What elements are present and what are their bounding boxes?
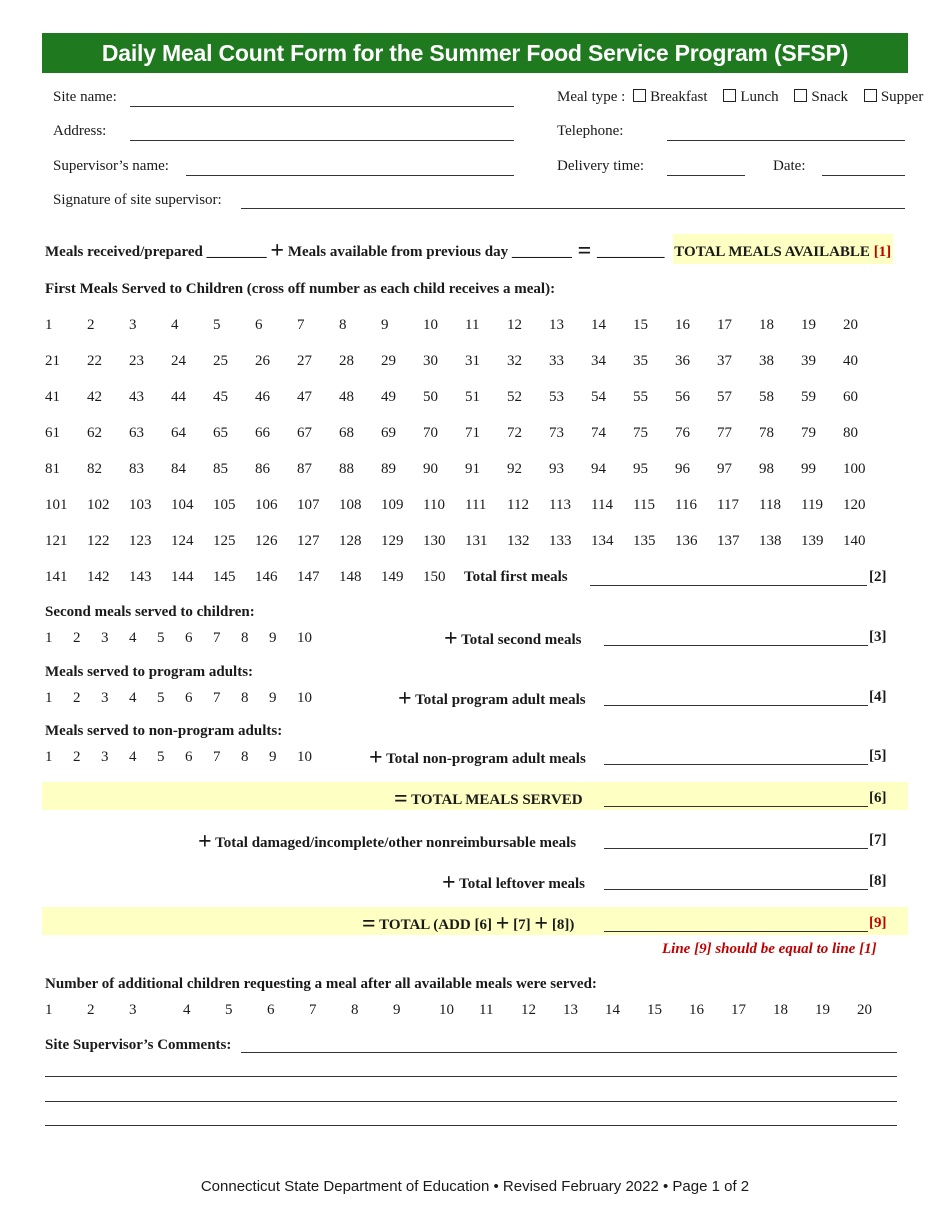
ref-8: [8] (869, 873, 887, 889)
meal-number[interactable]: 31 (465, 353, 480, 369)
total-program-adult-group (398, 686, 586, 713)
form-title: Daily Meal Count Form for the Summer Food Service Program (SFSP) (42, 33, 908, 73)
meal-number[interactable]: 62 (87, 425, 102, 441)
meal-type-label: Meal type : (557, 89, 626, 105)
meal-number[interactable]: 105 (213, 497, 236, 513)
total-served-label: TOTAL MEALS SERVED (411, 792, 583, 808)
meal-number[interactable]: 10 (297, 690, 312, 706)
meal-number[interactable]: 26 (255, 353, 270, 369)
damaged-field[interactable] (604, 848, 868, 849)
additional-child-number[interactable]: 4 (183, 1002, 191, 1018)
meal-number[interactable]: 8 (241, 690, 249, 706)
grand-total-suffix: [8]) (551, 917, 575, 933)
first-meals-heading: First Meals Served to Children (cross off number as each child receives a meal): (45, 281, 556, 297)
meal-number[interactable]: 21 (45, 353, 60, 369)
meal-number[interactable]: 109 (381, 497, 404, 513)
meal-number[interactable]: 9 (269, 749, 277, 765)
meal-number[interactable]: 44 (171, 389, 186, 405)
meal-number[interactable]: 134 (591, 533, 614, 549)
signature-field[interactable] (241, 208, 905, 209)
meal-number[interactable]: 104 (171, 497, 194, 513)
additional-child-number[interactable]: 7 (309, 1002, 317, 1018)
meal-number[interactable]: 143 (129, 569, 152, 585)
meal-number[interactable]: 40 (843, 353, 858, 369)
meal-number[interactable]: 135 (633, 533, 656, 549)
meal-number[interactable]: 7 (213, 749, 221, 765)
additional-child-number[interactable]: 1 (45, 1002, 53, 1018)
meal-number[interactable]: 8 (241, 630, 249, 646)
equals-sign: = (577, 238, 592, 264)
meal-number[interactable]: 64 (171, 425, 186, 441)
meal-number[interactable]: 81 (45, 461, 60, 477)
meal-number[interactable]: 48 (339, 389, 354, 405)
meal-number[interactable]: 12 (507, 317, 522, 333)
meal-number[interactable]: 83 (129, 461, 144, 477)
meal-number[interactable]: 117 (717, 497, 739, 513)
meal-number[interactable]: 6 (185, 749, 193, 765)
ref-4: [4] (869, 689, 887, 705)
meal-number[interactable]: 11 (465, 317, 480, 333)
plus-sign: + (442, 870, 456, 896)
meal-number[interactable]: 61 (45, 425, 60, 441)
leftover-group (442, 870, 585, 897)
meal-number[interactable]: 139 (801, 533, 824, 549)
meal-number[interactable]: 57 (717, 389, 732, 405)
meal-number[interactable]: 142 (87, 569, 110, 585)
meal-number[interactable]: 6 (185, 630, 193, 646)
meal-number[interactable]: 90 (423, 461, 438, 477)
additional-child-number[interactable]: 8 (351, 1002, 359, 1018)
meal-number[interactable]: 17 (717, 317, 732, 333)
additional-child-number[interactable]: 11 (479, 1002, 494, 1018)
additional-child-number[interactable]: 12 (521, 1002, 536, 1018)
meal-number[interactable]: 71 (465, 425, 480, 441)
meal-number[interactable]: 1 (45, 630, 53, 646)
grand-total-group (362, 911, 574, 938)
meal-number[interactable]: 69 (381, 425, 396, 441)
total-available-label: TOTAL MEALS AVAILABLE (674, 244, 870, 260)
meal-number[interactable]: 75 (633, 425, 648, 441)
meal-number[interactable]: 146 (255, 569, 278, 585)
total-nonprogram-adult-group (369, 745, 586, 772)
grand-total-field[interactable] (604, 931, 868, 932)
meal-number[interactable]: 59 (801, 389, 816, 405)
meal-number[interactable]: 5 (213, 317, 221, 333)
meal-number[interactable]: 50 (423, 389, 438, 405)
meal-number[interactable]: 80 (843, 425, 858, 441)
damaged-group (198, 829, 576, 856)
meal-number[interactable]: 51 (465, 389, 480, 405)
ref-2: [2] (869, 569, 887, 585)
meal-number[interactable]: 2 (73, 690, 81, 706)
meal-number[interactable]: 137 (717, 533, 740, 549)
meal-number[interactable]: 47 (297, 389, 312, 405)
meal-number[interactable]: 23 (129, 353, 144, 369)
telephone-field[interactable] (667, 140, 905, 141)
meal-number[interactable]: 45 (213, 389, 228, 405)
meal-number[interactable]: 138 (759, 533, 782, 549)
meal-number[interactable]: 132 (507, 533, 530, 549)
damaged-label: Total damaged/incomplete/other nonreimbursable meals (215, 835, 577, 851)
additional-child-number[interactable]: 2 (87, 1002, 95, 1018)
meal-number[interactable]: 77 (717, 425, 732, 441)
additional-child-number[interactable]: 6 (267, 1002, 275, 1018)
meal-number[interactable]: 3 (101, 749, 109, 765)
meal-number[interactable]: 28 (339, 353, 354, 369)
meal-number[interactable]: 4 (171, 317, 179, 333)
meal-number[interactable]: 25 (213, 353, 228, 369)
meal-number[interactable]: 79 (801, 425, 816, 441)
total-second-meals-label: Total second meals (461, 632, 582, 648)
meal-number[interactable]: 129 (381, 533, 404, 549)
leftover-field[interactable] (604, 889, 868, 890)
meal-number[interactable]: 72 (507, 425, 522, 441)
meal-number[interactable]: 63 (129, 425, 144, 441)
meal-number[interactable]: 89 (381, 461, 396, 477)
meal-number[interactable]: 2 (73, 749, 81, 765)
meal-number[interactable]: 106 (255, 497, 278, 513)
additional-child-number[interactable]: 10 (439, 1002, 454, 1018)
meal-number[interactable]: 107 (297, 497, 320, 513)
meal-number[interactable]: 14 (591, 317, 606, 333)
meal-number[interactable]: 67 (297, 425, 312, 441)
meal-number[interactable]: 131 (465, 533, 488, 549)
meal-number[interactable]: 39 (801, 353, 816, 369)
ref-6: [6] (869, 790, 887, 806)
equals-sign: = (394, 786, 408, 812)
program-adults-heading: Meals served to program adults: (45, 664, 254, 680)
meal-number[interactable]: 22 (87, 353, 102, 369)
additional-child-number[interactable]: 5 (225, 1002, 233, 1018)
meal-number[interactable]: 4 (129, 749, 137, 765)
meal-number[interactable]: 147 (297, 569, 320, 585)
meal-number[interactable]: 60 (843, 389, 858, 405)
meal-number[interactable]: 97 (717, 461, 732, 477)
meal-number[interactable]: 121 (45, 533, 68, 549)
plus-sign: + (369, 745, 383, 771)
meal-number[interactable]: 118 (759, 497, 781, 513)
meal-number[interactable]: 113 (549, 497, 571, 513)
meal-number[interactable]: 145 (213, 569, 236, 585)
meal-number[interactable]: 58 (759, 389, 774, 405)
comments-line-4[interactable] (45, 1125, 897, 1126)
meal-number[interactable]: 18 (759, 317, 774, 333)
meal-number[interactable]: 7 (297, 317, 305, 333)
meal-number[interactable]: 86 (255, 461, 270, 477)
meal-number[interactable]: 93 (549, 461, 564, 477)
meal-number[interactable]: 141 (45, 569, 68, 585)
meal-number[interactable]: 124 (171, 533, 194, 549)
meal-number[interactable]: 38 (759, 353, 774, 369)
meal-type-group (557, 89, 923, 106)
meal-number[interactable]: 149 (381, 569, 404, 585)
meal-number[interactable]: 74 (591, 425, 606, 441)
available-prev-label: Meals available from previous day ________ (287, 244, 572, 260)
ref-1: [1] (873, 244, 892, 260)
meal-number[interactable]: 92 (507, 461, 522, 477)
meal-number[interactable]: 5 (157, 690, 165, 706)
meal-number[interactable]: 10 (297, 630, 312, 646)
total-served-group (394, 786, 583, 813)
supervisor-name-label: Supervisor’s name: (53, 158, 169, 174)
meals-received-label: Meals received/prepared ________ (45, 244, 267, 260)
meal-number[interactable]: 99 (801, 461, 816, 477)
meal-number[interactable]: 95 (633, 461, 648, 477)
meal-number[interactable]: 148 (339, 569, 362, 585)
meal-number[interactable]: 9 (269, 690, 277, 706)
meal-number[interactable]: 10 (423, 317, 438, 333)
ref-3: [3] (869, 629, 887, 645)
meal-number[interactable]: 5 (157, 749, 165, 765)
meal-number[interactable]: 144 (171, 569, 194, 585)
meal-number[interactable]: 42 (87, 389, 102, 405)
meal-number[interactable]: 46 (255, 389, 270, 405)
plus-sign: + (198, 829, 212, 855)
meal-number[interactable]: 73 (549, 425, 564, 441)
balance-note: Line [9] should be equal to line [1] (662, 941, 877, 957)
meal-number[interactable]: 49 (381, 389, 396, 405)
meal-number[interactable]: 120 (843, 497, 866, 513)
plus-sign: + (398, 686, 412, 712)
meal-number[interactable]: 65 (213, 425, 228, 441)
meal-number[interactable]: 88 (339, 461, 354, 477)
meal-number[interactable]: 108 (339, 497, 362, 513)
ref-5: [5] (869, 748, 887, 764)
snack-label: Snack (811, 89, 849, 105)
meal-number[interactable]: 5 (157, 630, 165, 646)
breakfast-label: Breakfast (650, 89, 708, 105)
meal-number[interactable]: 4 (129, 630, 137, 646)
address-field[interactable] (130, 140, 514, 141)
meal-number[interactable]: 55 (633, 389, 648, 405)
meal-number[interactable]: 100 (843, 461, 866, 477)
meal-number[interactable]: 110 (423, 497, 445, 513)
meal-number[interactable]: 6 (255, 317, 263, 333)
meal-number[interactable]: 33 (549, 353, 564, 369)
meal-number[interactable]: 36 (675, 353, 690, 369)
meal-number[interactable]: 102 (87, 497, 110, 513)
meal-number[interactable]: 24 (171, 353, 186, 369)
telephone-label: Telephone: (557, 123, 624, 139)
meal-number[interactable]: 133 (549, 533, 572, 549)
address-label: Address: (53, 123, 107, 139)
additional-child-number[interactable]: 19 (815, 1002, 830, 1018)
signature-label: Signature of site supervisor: (53, 192, 222, 208)
total-program-adult-label: Total program adult meals (415, 692, 586, 708)
meal-number[interactable]: 123 (129, 533, 152, 549)
meal-number[interactable]: 27 (297, 353, 312, 369)
meal-number[interactable]: 66 (255, 425, 270, 441)
meal-number[interactable]: 96 (675, 461, 690, 477)
meal-number[interactable]: 1 (45, 749, 53, 765)
total-nonprogram-adult-label: Total non-program adult meals (386, 751, 586, 767)
additional-child-number[interactable]: 18 (773, 1002, 788, 1018)
meal-number[interactable]: 7 (213, 690, 221, 706)
meal-number[interactable]: 130 (423, 533, 446, 549)
meal-number[interactable]: 16 (675, 317, 690, 333)
plus-sign: + (444, 626, 458, 652)
meal-number[interactable]: 91 (465, 461, 480, 477)
equals-sign: = (362, 911, 376, 937)
meal-number[interactable]: 3 (129, 317, 137, 333)
meal-number[interactable]: 122 (87, 533, 110, 549)
date-field[interactable] (822, 175, 905, 176)
meal-number[interactable]: 13 (549, 317, 564, 333)
meal-number[interactable]: 84 (171, 461, 186, 477)
meal-number[interactable]: 15 (633, 317, 648, 333)
lunch-checkbox[interactable] (723, 89, 736, 102)
ref-7: [7] (869, 832, 887, 848)
second-meals-heading: Second meals served to children: (45, 604, 255, 620)
meal-number[interactable]: 3 (101, 690, 109, 706)
meals-available-line (45, 238, 891, 265)
meal-number[interactable]: 94 (591, 461, 606, 477)
additional-child-number[interactable]: 14 (605, 1002, 620, 1018)
meal-number[interactable]: 56 (675, 389, 690, 405)
comments-line-2[interactable] (45, 1076, 897, 1077)
total-served-field[interactable] (604, 806, 868, 807)
leftover-label: Total leftover meals (459, 876, 585, 892)
meal-number[interactable]: 37 (717, 353, 732, 369)
total-second-meals-field[interactable] (604, 645, 868, 646)
meal-number[interactable]: 34 (591, 353, 606, 369)
total-program-adult-field[interactable] (604, 705, 868, 706)
meal-number[interactable]: 98 (759, 461, 774, 477)
additional-child-number[interactable]: 20 (857, 1002, 872, 1018)
comments-line-3[interactable] (45, 1101, 897, 1102)
snack-checkbox[interactable] (794, 89, 807, 102)
meal-number[interactable]: 4 (129, 690, 137, 706)
meal-number[interactable]: 10 (297, 749, 312, 765)
supper-label: Supper (880, 89, 924, 105)
meal-number[interactable]: 114 (591, 497, 613, 513)
meal-number[interactable]: 125 (213, 533, 236, 549)
total-nonprogram-adult-field[interactable] (604, 764, 868, 765)
meal-number[interactable]: 2 (73, 630, 81, 646)
meal-number[interactable]: 103 (129, 497, 152, 513)
ref-9: [9] (869, 915, 887, 931)
meal-number[interactable]: 112 (507, 497, 529, 513)
additional-child-number[interactable]: 15 (647, 1002, 662, 1018)
comments-label: Site Supervisor’s Comments: (45, 1037, 232, 1053)
delivery-time-label: Delivery time: (557, 158, 645, 174)
supper-checkbox[interactable] (864, 89, 877, 102)
lunch-label: Lunch (740, 89, 779, 105)
meal-number[interactable]: 115 (633, 497, 655, 513)
meal-number[interactable]: 8 (339, 317, 347, 333)
total-second-meals-group (444, 626, 581, 653)
meal-number[interactable]: 76 (675, 425, 690, 441)
nonprogram-adults-heading: Meals served to non-program adults: (45, 723, 283, 739)
meal-number[interactable]: 3 (101, 630, 109, 646)
meal-number[interactable]: 7 (213, 630, 221, 646)
meal-number[interactable]: 126 (255, 533, 278, 549)
meal-number[interactable]: 43 (129, 389, 144, 405)
additional-children-heading: Number of additional children requesting a meal after all available meals were served: (45, 976, 597, 992)
meal-number[interactable]: 140 (843, 533, 866, 549)
meal-number[interactable]: 29 (381, 353, 396, 369)
meal-number[interactable]: 119 (801, 497, 823, 513)
site-name-label: Site name: (53, 89, 117, 105)
additional-child-number[interactable]: 16 (689, 1002, 704, 1018)
meal-number[interactable]: 85 (213, 461, 228, 477)
meal-number[interactable]: 9 (269, 630, 277, 646)
meal-number[interactable]: 116 (675, 497, 697, 513)
meal-number[interactable]: 82 (87, 461, 102, 477)
meal-number[interactable]: 128 (339, 533, 362, 549)
meal-number[interactable]: 32 (507, 353, 522, 369)
delivery-time-field[interactable] (667, 175, 745, 176)
comments-line-1[interactable] (241, 1052, 897, 1053)
meal-number[interactable]: 19 (801, 317, 816, 333)
meal-number[interactable]: 6 (185, 690, 193, 706)
meal-number[interactable]: 70 (423, 425, 438, 441)
additional-child-number[interactable]: 3 (129, 1002, 137, 1018)
meal-number[interactable]: 53 (549, 389, 564, 405)
meal-number[interactable]: 41 (45, 389, 60, 405)
additional-child-number[interactable]: 17 (731, 1002, 746, 1018)
total-available-blank[interactable]: _________ (597, 244, 665, 260)
meal-number[interactable]: 136 (675, 533, 698, 549)
meal-number[interactable]: 87 (297, 461, 312, 477)
grand-total-prefix: TOTAL (ADD [6] (379, 917, 492, 933)
meal-number[interactable]: 1 (45, 690, 53, 706)
plus-sign: + (270, 238, 285, 264)
meal-number[interactable]: 127 (297, 533, 320, 549)
site-name-field[interactable] (130, 106, 514, 107)
meal-number[interactable]: 150 (423, 569, 446, 585)
meal-number[interactable]: 9 (381, 317, 389, 333)
date-label: Date: (773, 158, 806, 174)
plus-sign: + (495, 911, 510, 937)
total-first-meals-field[interactable] (590, 585, 867, 586)
meal-number[interactable]: 68 (339, 425, 354, 441)
page-footer: Connecticut State Department of Education • Revised February 2022 • Page 1 of 2 (200, 1178, 750, 1195)
meal-number[interactable]: 1 (45, 317, 53, 333)
meal-number[interactable]: 54 (591, 389, 606, 405)
meal-number[interactable]: 35 (633, 353, 648, 369)
meal-number[interactable]: 20 (843, 317, 858, 333)
meal-number[interactable]: 78 (759, 425, 774, 441)
grand-total-mid: [7] (513, 917, 531, 933)
breakfast-checkbox[interactable] (633, 89, 646, 102)
supervisor-name-field[interactable] (186, 175, 514, 176)
additional-child-number[interactable]: 13 (563, 1002, 578, 1018)
plus-sign: + (534, 911, 549, 937)
meal-number[interactable]: 52 (507, 389, 522, 405)
total-first-meals-label: Total first meals (464, 569, 568, 585)
meal-number[interactable]: 111 (465, 497, 487, 513)
meal-number[interactable]: 8 (241, 749, 249, 765)
meal-number[interactable]: 30 (423, 353, 438, 369)
meal-number[interactable]: 2 (87, 317, 95, 333)
additional-child-number[interactable]: 9 (393, 1002, 401, 1018)
meal-number[interactable]: 101 (45, 497, 68, 513)
